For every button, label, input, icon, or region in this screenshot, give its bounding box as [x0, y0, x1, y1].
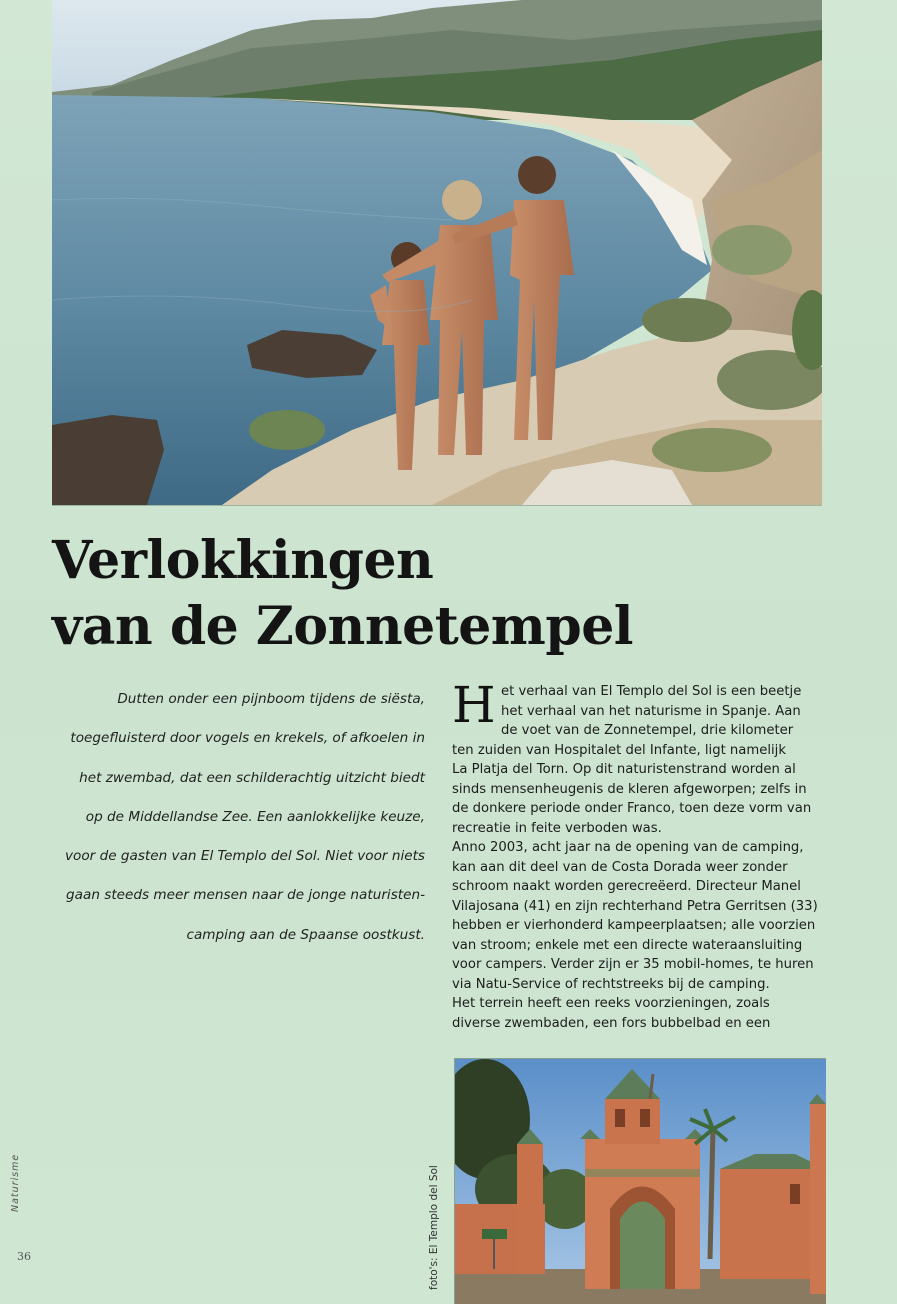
body-line: kan aan dit deel van de Costa Dorada weer zonder [452, 859, 788, 875]
body-line: de voet van de Zonnetempel, drie kilometer [501, 723, 794, 738]
body-line: Het terrein heeft een reeks voorzieningen, zoals [452, 996, 770, 1011]
headline-line-2: van de Zonnetempel [52, 596, 634, 657]
body-line: recreatie in feite verboden was. [452, 820, 662, 836]
body-line: hebben er vierhonderd kampeerplaatsen; alle voorzien [452, 918, 816, 933]
drop-cap: H [452, 676, 496, 734]
intro-line: gaan steeds meer mensen naar de jonge naturisten- [66, 887, 425, 904]
section-label: Naturisme [10, 1153, 21, 1212]
intro-line: op de Middellandse Zee. Een aanlokkelijke keuze, [85, 808, 425, 825]
body-line: schroom naakt worden gerecreëerd. Directeur Manel [452, 879, 801, 894]
intro-line: Dutten onder een pijnboom tijdens de siësta, [117, 691, 425, 707]
intro-line: voor de gasten van El Templo del Sol. Niet voor niets [64, 848, 425, 865]
body-line: Vilajosana (41) en zijn rechterhand Petra Gerritsen (33) [452, 898, 818, 914]
body-line: voor campers. Verder zijn er 35 mobil-homes, te huren [452, 957, 814, 972]
body-text-column [452, 676, 832, 1033]
body-line: La Platja del Torn. Op dit naturistenstrand worden al [452, 762, 796, 777]
intro-line: camping aan de Spaanse oostkust. [186, 926, 425, 943]
body-line: diverse zwembaden, een fors bubbelbad en een [452, 1015, 771, 1031]
body-line: et verhaal van El Templo del Sol is een beetje [501, 684, 802, 699]
hero-photo [52, 0, 822, 506]
intro-line: het zwembad, dat een schilderachtig uitzicht biedt [79, 769, 425, 786]
body-line: de donkere periode onder Franco, toen deze vorm van [452, 801, 812, 816]
body-line: sinds mensenheugenis de kleren afgeworpen; zelfs in [452, 781, 807, 797]
page-number: 36 [17, 1250, 31, 1263]
body-line: via Natu-Service of rechtstreeks bij de camping. [452, 976, 770, 992]
intro-line: toegefluisterd door vogels en krekels, of afkoelen in [70, 730, 425, 747]
photo-credit: foto's: El Templo del Sol [428, 1165, 440, 1290]
body-line: van stroom; enkele met een directe wateraansluiting [452, 937, 803, 953]
headline-line-1: Verlokkingen [52, 530, 434, 591]
body-line: ten zuiden van Hospitalet del Infante, ligt namelijk [452, 742, 786, 758]
article-headline [52, 528, 752, 660]
body-line: Anno 2003, acht jaar na de opening van de camping, [452, 840, 804, 855]
intro-paragraph [52, 680, 425, 955]
gate-photo [454, 1058, 826, 1304]
body-line: het verhaal van het naturisme in Spanje. Aan [501, 703, 801, 719]
